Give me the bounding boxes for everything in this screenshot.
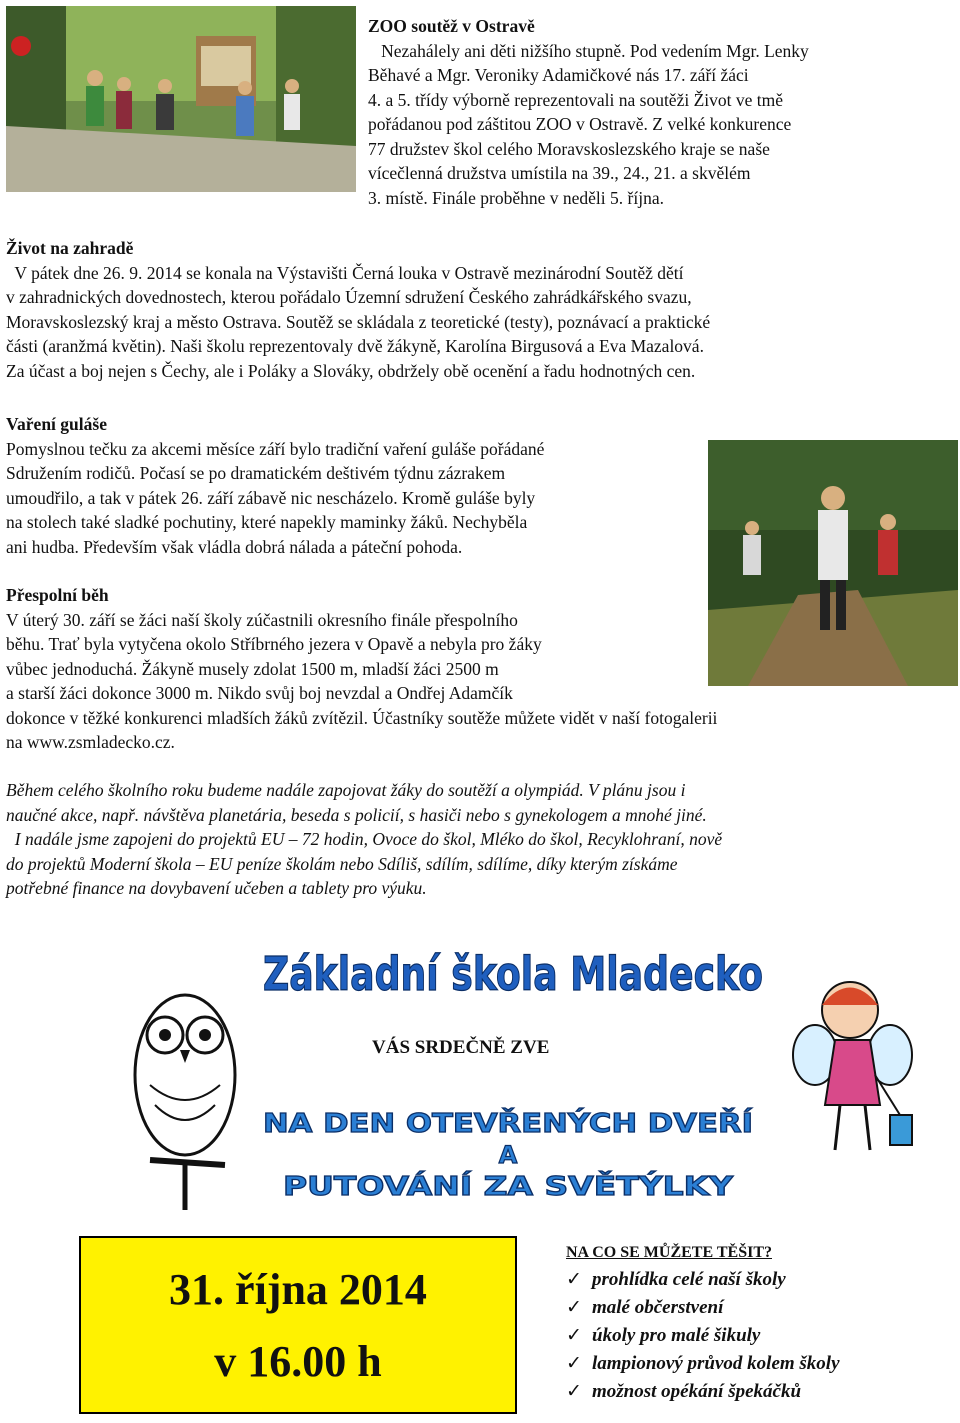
program-item: [566, 1378, 956, 1406]
goulash-line: Sdružením rodičů. Počasí se po dramatickém deštivém týdnu zázrakem: [6, 463, 506, 483]
garden-line: V pátek dne 26. 9. 2014 se konala na Výstavišti Černá louka v Ostravě mezinárodní Soutěž dětí: [6, 262, 684, 283]
goulash-line: ani hudba. Především však vládla dobrá nálada a páteční pohoda.: [6, 536, 463, 557]
check-icon: ✓: [566, 1269, 582, 1290]
outlook-line: Během celého školního roku budeme nadále zapojovat žáky do soutěží a olympiád. V plánu jsou i: [6, 780, 686, 800]
event-datebox: [79, 1236, 517, 1414]
banner-line-3: PUTOVÁNÍ ZA SVĚTÝLKY: [283, 1172, 639, 1202]
crosscountry-line: V úterý 30. září se žáci naší školy zúčastnili okresního finále přespolního: [6, 609, 518, 630]
banner-line-1: NA DEN OTEVŘENÝCH DVEŘÍ: [263, 1109, 679, 1139]
banner-line-2: A: [498, 1141, 518, 1169]
garden-article: [6, 236, 954, 383]
goulash-line: Pomyslnou tečku za akcemi měsíce září bylo tradiční vaření guláše pořádané: [6, 438, 545, 459]
program-item: [566, 1294, 956, 1322]
zoo-line: vícečlenná družstva umístila na 39., 24., 21. a skvělém: [368, 163, 751, 183]
school-title-text: Základní škola Mladecko: [263, 947, 763, 1001]
program-item: [566, 1266, 956, 1294]
garden-line: Za účast a boj nejen s Čechy, ale i Poláky a Slováky, obdržely obě ocenění a řadu hodnotných cen.: [6, 360, 696, 381]
garden-line: Moravskoslezský kraj a město Ostrava. Soutěž se skládala z teoretické (testy), poznávací a praktické: [6, 311, 711, 332]
zoo-line: 4. a 5. třídy výborně reprezentovali na soutěži Život ve tmě: [368, 89, 784, 110]
program-item-label: malé občerstvení: [592, 1297, 724, 1318]
program-title: NA CO SE MŮŽETE TĚŠIT?: [566, 1244, 772, 1261]
outlook-line: do projektů Moderní škola – EU peníze školám nebo Sdíliš, sdílím, sdílíme, díky kterým získáme: [6, 853, 678, 874]
program-list: [566, 1266, 956, 1406]
check-icon: ✓: [566, 1297, 582, 1318]
zoo-article: [368, 14, 943, 210]
fairy-illustration: [780, 965, 930, 1180]
crosscountry-line: dokonce v těžké konkurenci mladších žáků zvítězil. Účastníky soutěže můžete vidět v naší fotogalerii: [6, 707, 718, 728]
school-title-wordart: [255, 928, 775, 1018]
outlook-line: naučné akce, např. návštěva planetária, beseda s policií, s hasiči nebo s gynekologem a mnohé jiné.: [6, 804, 707, 825]
check-icon: ✓: [566, 1381, 582, 1402]
check-icon: ✓: [566, 1353, 582, 1374]
outlook-line: I nadále jsme zapojeni do projektů EU – 72 hodin, Ovoce do škol, Mléko do škol, Recyklohraní, nově: [6, 829, 723, 849]
outlook-line: potřebné finance na dovybavení učeben a tablety pro výuku.: [6, 878, 427, 898]
goulash-line: umoudřilo, a tak v pátek 26. září zábavě nic nescházelo. Kromě guláše byly: [6, 487, 536, 508]
zoo-line: 3. místě. Finále proběhne v neděli 5. října.: [368, 187, 664, 208]
program-item-label: lampionový průvod kolem školy: [592, 1353, 840, 1374]
garden-line: části (aranžmá květin). Naši školu reprezentovaly dvě žákyně, Karolína Birgusová a Eva Mazalová.: [6, 336, 704, 356]
open-day-banner: [258, 1100, 758, 1210]
goulash-title: Vaření guláše: [6, 414, 107, 434]
outlook-paragraph: [6, 778, 954, 901]
zoo-title: ZOO soutěž v Ostravě: [368, 16, 535, 36]
zoo-line: Nezahálely ani děti nižšího stupně. Pod vedením Mgr. Lenky: [368, 40, 809, 61]
zoo-line: 77 družstev škol celého Moravskoslezského kraje se naše: [368, 138, 770, 159]
garden-title: Život na zahradě: [6, 238, 134, 258]
goulash-article: [6, 412, 706, 559]
crosscountry-article: [6, 583, 954, 755]
program-item-label: prohlídka celé naší školy: [592, 1269, 786, 1290]
event-date: 31. října 2014: [169, 1265, 427, 1314]
invite-text: VÁS SRDEČNĚ ZVE: [372, 1037, 550, 1058]
zoo-line: pořádanou pod záštitou ZOO v Ostravě. Z velké konkurence: [368, 114, 792, 134]
owl-illustration: [120, 965, 250, 1210]
check-icon: ✓: [566, 1325, 582, 1346]
program-item: [566, 1350, 956, 1378]
event-time: v 16.00 h: [214, 1337, 382, 1386]
program-item: [566, 1322, 956, 1350]
goulash-line: na stolech také sladké pochutiny, které napekly maminky žáků. Nechyběla: [6, 512, 528, 532]
program-item-label: úkoly pro malé šikuly: [592, 1325, 761, 1346]
crosscountry-line: na www.zsmladecko.cz.: [6, 732, 175, 752]
garden-line: v zahradnických dovednostech, kterou pořádalo Územní sdružení Českého zahrádkářského svazu,: [6, 287, 692, 307]
program-item-label: možnost opékání špekáčků: [592, 1381, 802, 1402]
crosscountry-title: Přespolní běh: [6, 585, 109, 605]
crosscountry-line: vůbec jednoduchá. Žákyně musely zdolat 1500 m, mladší žáci 2500 m: [6, 658, 499, 679]
crosscountry-line: běhu. Trať byla vytyčena okolo Stříbrného jezera v Opavě a nebyla pro žáky: [6, 634, 542, 654]
crosscountry-line: a starší žáci dokonce 3000 m. Nikdo svůj boj nevzdal a Ondřej Adamčík: [6, 683, 513, 703]
zoo-photo: [6, 6, 356, 192]
zoo-line: Běhavé a Mgr. Veroniky Adamičkové nás 17. září žáci: [368, 65, 749, 85]
